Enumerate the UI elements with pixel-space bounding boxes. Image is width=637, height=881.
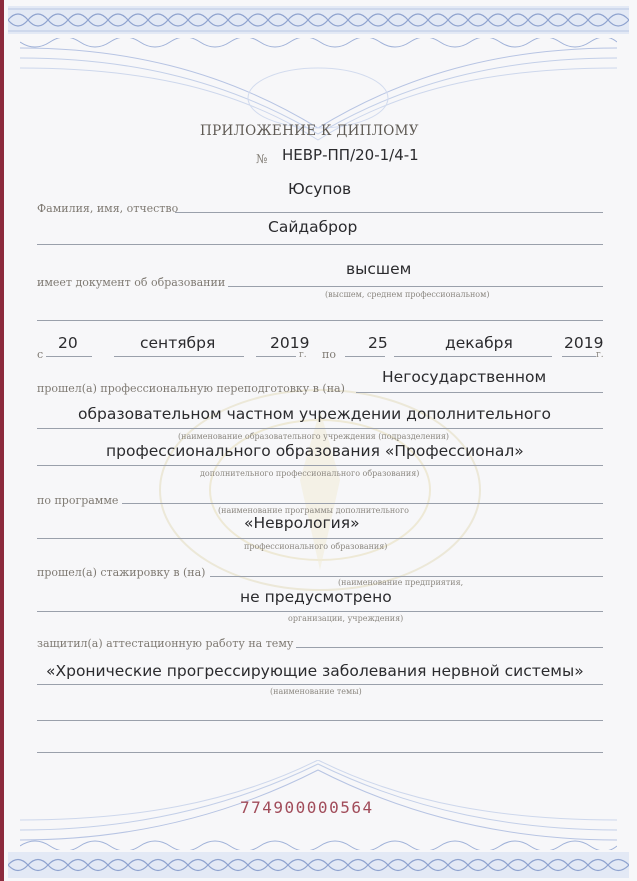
thesis-caption: (наименование темы)	[270, 687, 362, 696]
binding-edge	[0, 0, 4, 881]
thesis-label: защитил(а) аттестационную работу на тему	[37, 637, 294, 650]
institution-line-1: Негосударственном	[382, 368, 547, 386]
from-year-suffix: г.	[299, 350, 307, 360]
internship-caption-1: (наименование предприятия,	[338, 578, 464, 587]
period-from-prefix: с	[37, 348, 44, 361]
institution-rule-3	[37, 465, 603, 466]
institution-rule-1	[356, 392, 603, 393]
institution-label: прошел(а) профессиональную переподготовку в (на)	[37, 382, 345, 395]
internship-rule-1	[210, 576, 603, 577]
internship-value: не предусмотрено	[240, 588, 392, 606]
thesis-value: «Хронические прогрессирующие заболевания нервной системы»	[46, 662, 584, 680]
period-from-year: 2019	[270, 334, 310, 352]
institution-line-3: профессионального образования «Профессионал»	[106, 442, 524, 460]
period-to-day: 25	[368, 334, 388, 352]
program-rule-2	[37, 538, 603, 539]
program-caption-2: профессионального образования)	[244, 542, 388, 551]
serial-number: 774900000564	[240, 798, 374, 817]
surname-value: Юсупов	[288, 180, 352, 198]
period-to-month: декабря	[445, 334, 513, 352]
internship-rule-2	[37, 611, 603, 612]
program-label: по программе	[37, 494, 119, 507]
education-caption: (высшем, среднем профессиональном)	[325, 290, 490, 299]
institution-caption-2: дополнительного профессионального образования)	[200, 469, 420, 478]
from-day-line	[46, 356, 92, 357]
to-year-suffix: г.	[596, 350, 604, 360]
thesis-rule-2	[37, 684, 603, 685]
institution-line-2: образовательном частном учреждении дополнительного	[78, 405, 551, 423]
document-title: ПРИЛОЖЕНИЕ К ДИПЛОМУ	[200, 123, 419, 139]
institution-caption-1: (наименование образовательного учреждения (подразделения)	[178, 432, 450, 441]
number-sign: №	[256, 152, 268, 166]
program-rule-1	[122, 503, 603, 504]
period-from-month: сентября	[140, 334, 216, 352]
to-month-line	[394, 356, 552, 357]
education-value: высшем	[346, 260, 412, 278]
period-from-day: 20	[58, 334, 78, 352]
from-month-line	[114, 356, 244, 357]
name-line-1	[175, 212, 603, 213]
name-label: Фамилия, имя, отчество	[37, 202, 179, 215]
thesis-rule-4	[37, 752, 603, 753]
thesis-rule-1	[296, 647, 603, 648]
security-border-top	[8, 6, 629, 34]
education-line	[228, 286, 603, 287]
institution-rule-2	[37, 428, 603, 429]
internship-caption-2: организации, учреждения)	[288, 614, 404, 623]
security-border-bottom	[8, 852, 629, 878]
period-to-year: 2019	[564, 334, 604, 352]
name-line-2	[37, 244, 603, 245]
to-year-line	[562, 356, 596, 357]
program-caption-1: (наименование программы дополнительного	[218, 506, 409, 515]
document-number: НЕВР-ПП/20-1/4-1	[282, 146, 419, 164]
period-to-prefix: по	[322, 348, 336, 361]
education-line-2	[37, 320, 603, 321]
education-label: имеет документ об образовании	[37, 276, 226, 289]
program-value: «Неврология»	[244, 514, 360, 532]
internship-label: прошел(а) стажировку в (на)	[37, 566, 206, 579]
thesis-rule-3	[37, 720, 603, 721]
from-year-line	[256, 356, 296, 357]
to-day-line	[345, 356, 385, 357]
given-name-value: Сайдаброр	[268, 218, 358, 236]
